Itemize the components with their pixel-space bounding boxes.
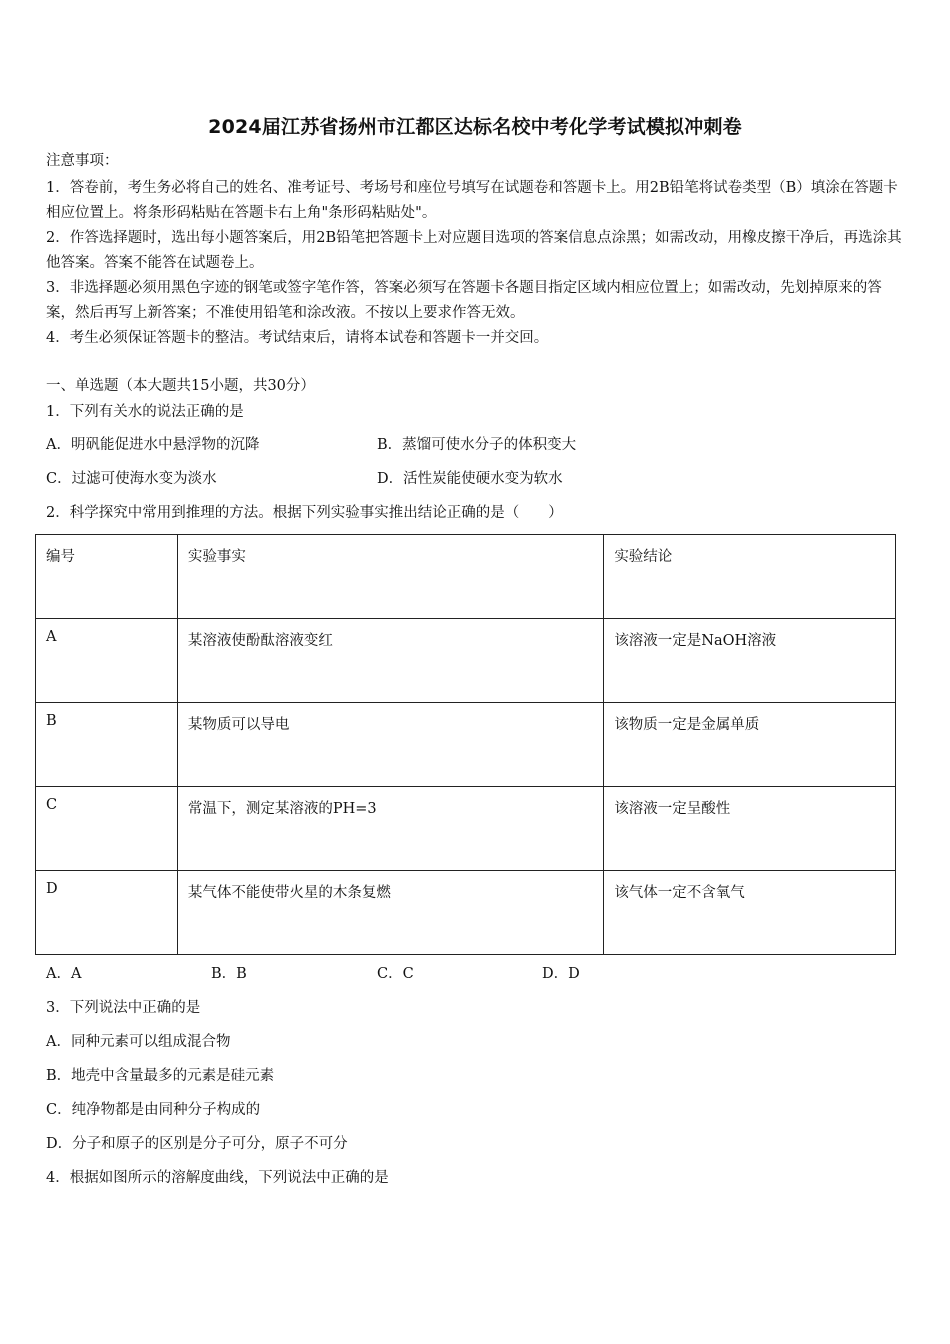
row-fact: 某物质可以导电	[177, 703, 603, 787]
q1-option-c: C．过滤可使海水变为淡水	[46, 471, 217, 487]
header-id: 编号	[36, 535, 178, 619]
header-conclusion: 实验结论	[604, 535, 896, 619]
note-item: 3．非选择题必须用黑色字迹的钢笔或签字笔作答，答案必须写在答题卡各题目指定区域内相应位置上；如需改动，先划掉原来的答案，然后再写上新答案；不准使用铅笔和涂改液。不按以上要求作答无效。	[46, 280, 882, 321]
q2-option-b: B．B	[211, 966, 247, 982]
question-3-stem: 3．下列说法中正确的是	[46, 1000, 201, 1016]
notes-list	[46, 176, 906, 351]
table-row	[36, 871, 896, 955]
experiment-table	[35, 534, 896, 955]
q3-option-d: D．分子和原子的区别是分子可分，原子不可分	[46, 1136, 348, 1152]
q3-option-c: C．纯净物都是由同种分子构成的	[46, 1102, 261, 1118]
q1-option-d: D．活性炭能使硬水变为软水	[377, 471, 563, 487]
row-conclusion: 该溶液一定是NaOH溶液	[604, 619, 896, 703]
question-1-stem: 1．下列有关水的说法正确的是	[46, 404, 244, 420]
row-fact: 某溶液使酚酞溶液变红	[177, 619, 603, 703]
section-heading: 一、单选题（本大题共15小题，共30分）	[46, 378, 315, 394]
row-fact: 某气体不能使带火星的木条复燃	[177, 871, 603, 955]
row-fact: 常温下，测定某溶液的PH=3	[177, 787, 603, 871]
exam-title: 2024届江苏省扬州市江都区达标名校中考化学考试模拟冲刺卷	[208, 116, 742, 138]
row-id: C	[36, 787, 178, 871]
header-fact: 实验事实	[177, 535, 603, 619]
q1-option-b: B．蒸馏可使水分子的体积变大	[377, 437, 577, 453]
table-header-row	[36, 535, 896, 619]
notes-heading: 注意事项：	[46, 153, 119, 169]
q2-option-c: C．C	[377, 966, 414, 982]
question-2-stem: 2．科学探究中常用到推理的方法。根据下列实验事实推出结论正确的是（ ）	[46, 505, 563, 521]
table-row	[36, 703, 896, 787]
note-item: 2．作答选择题时，选出每小题答案后，用2B铅笔把答题卡上对应题目选项的答案信息点涂黑；如需改动，用橡皮擦干净后，再选涂其他答案。答案不能答在试题卷上。	[46, 230, 902, 271]
row-id: B	[36, 703, 178, 787]
row-conclusion: 该物质一定是金属单质	[604, 703, 896, 787]
row-conclusion: 该气体一定不含氧气	[604, 871, 896, 955]
note-item: 4．考生必须保证答题卡的整洁。考试结束后，请将本试卷和答题卡一并交回。	[46, 330, 549, 346]
row-id: D	[36, 871, 178, 955]
q3-option-a: A．同种元素可以组成混合物	[46, 1034, 231, 1050]
table-row	[36, 619, 896, 703]
q3-option-b: B．地壳中含量最多的元素是硅元素	[46, 1068, 275, 1084]
row-conclusion: 该溶液一定呈酸性	[604, 787, 896, 871]
note-item: 1．答卷前，考生务必将自己的姓名、准考证号、考场号和座位号填写在试题卷和答题卡上。用2B铅笔将试卷类型（B）填涂在答题卡相应位置上。将条形码粘贴在答题卡右上角"条形码粘贴处"。	[46, 180, 898, 221]
row-id: A	[36, 619, 178, 703]
q2-option-d: D．D	[542, 966, 580, 982]
q2-option-a: A．A	[46, 966, 82, 982]
table-row	[36, 787, 896, 871]
q1-option-a: A．明矾能促进水中悬浮物的沉降	[46, 437, 260, 453]
question-4-stem: 4．根据如图所示的溶解度曲线，下列说法中正确的是	[46, 1170, 389, 1186]
